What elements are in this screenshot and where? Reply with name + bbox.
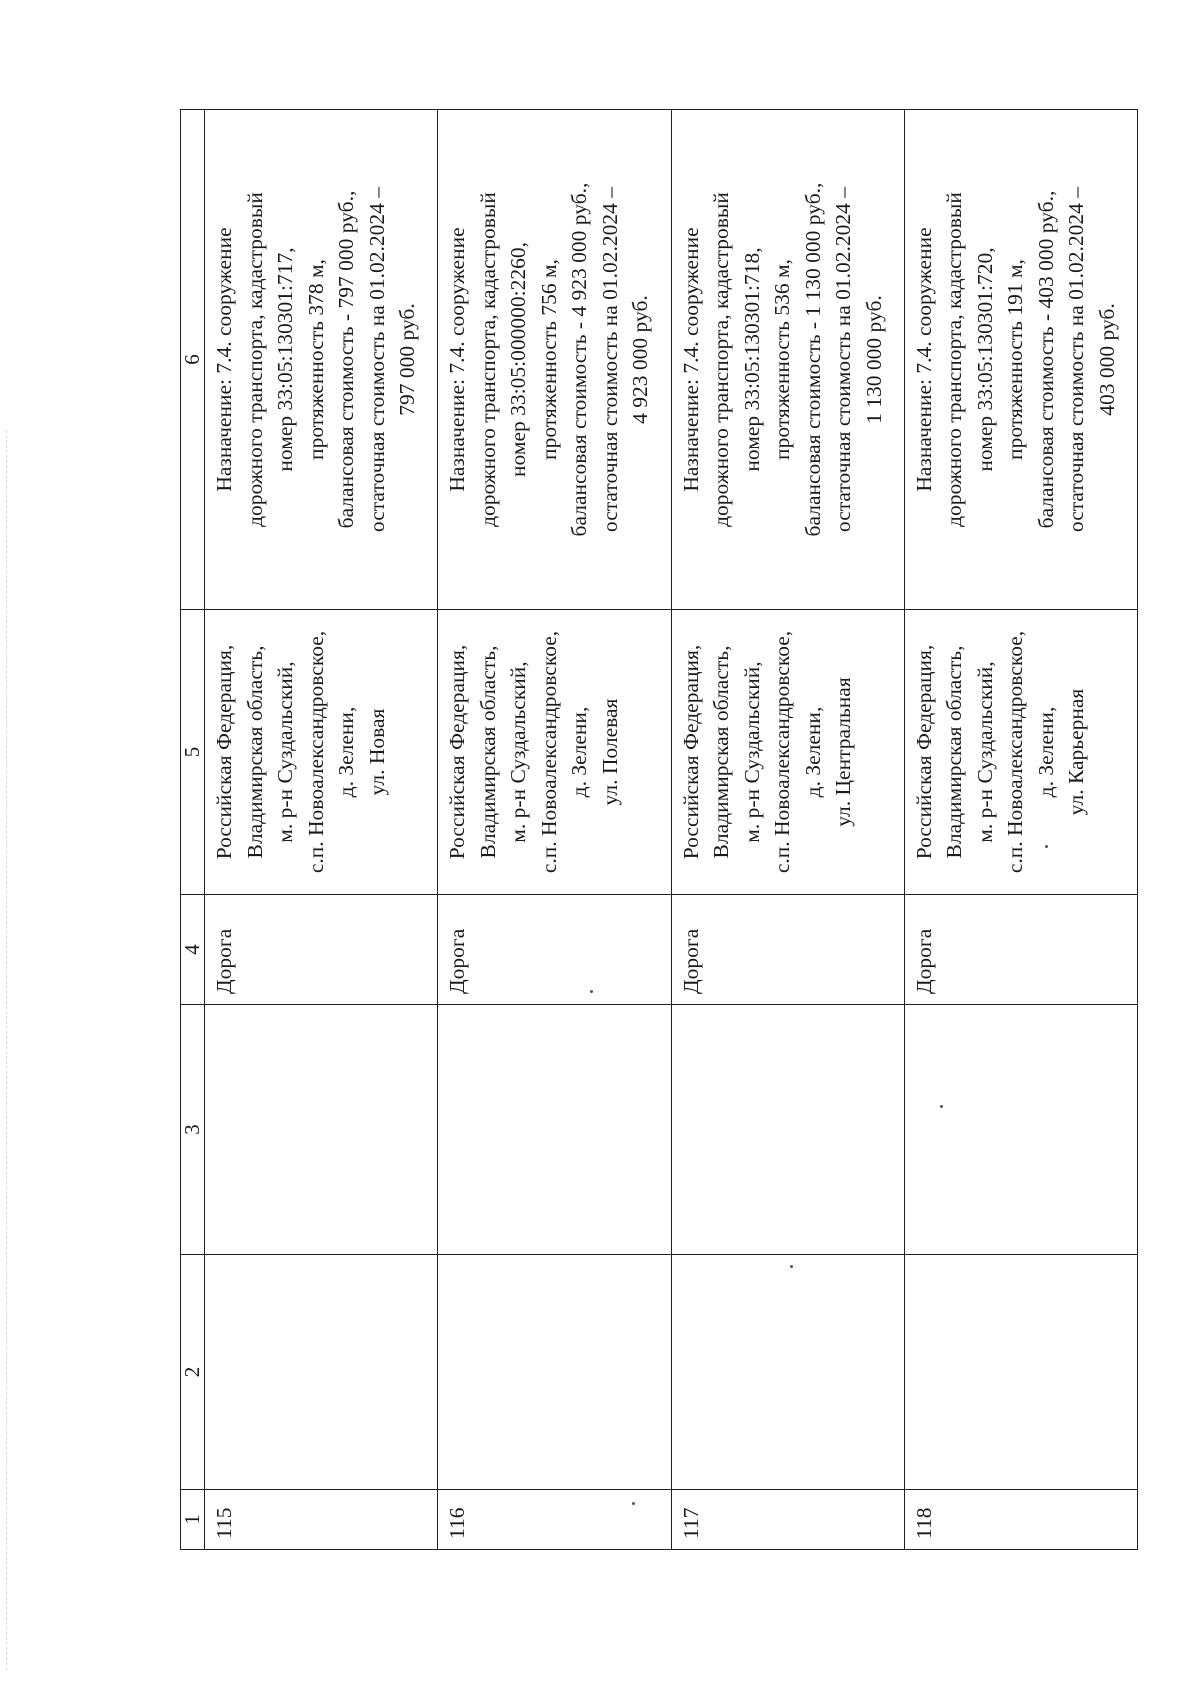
description-line: 1 130 000 руб. [861, 295, 886, 424]
description-line: остаточная стоимость на 01.02.2024 – [364, 186, 389, 533]
scan-speck [790, 1265, 793, 1268]
description-line: 403 000 руб. [1094, 303, 1119, 416]
description-cell [671, 110, 904, 610]
address-line: ул. Центральная [831, 677, 856, 827]
address-line: с.п. Новоалександровское, [536, 630, 561, 874]
address-cell [671, 610, 904, 895]
cell-col3 [904, 1005, 1137, 1255]
description-line: Назначение: 7.4. сооружение [911, 227, 936, 492]
address-line: Российская Федерация, [911, 644, 936, 860]
address-line: с.п. Новоалександровское, [1003, 630, 1028, 874]
description-line: остаточная стоимость на 01.02.2024 – [597, 186, 622, 533]
row-number: 115 [205, 1490, 438, 1550]
description-cell [438, 110, 671, 610]
cell-col2 [671, 1255, 904, 1490]
address-line: с.п. Новоалександровское, [303, 630, 328, 874]
description-line: номер 33:05:130301:720, [972, 247, 997, 472]
description-line: балансовая стоимость - 797 000 руб., [334, 190, 359, 529]
header-cell: 4 [181, 895, 205, 1005]
object-type: Дорога [904, 895, 1137, 1005]
description-line: остаточная стоимость на 01.02.2024 – [831, 186, 856, 533]
header-cell: 2 [181, 1255, 205, 1490]
description-line: 797 000 руб. [395, 303, 420, 416]
address-line: м. р-н Суздальский, [273, 661, 298, 843]
description-line: Назначение: 7.4. сооружение [445, 227, 470, 492]
address-line: м. р-н Суздальский, [739, 661, 764, 843]
table-row [904, 110, 1137, 1550]
description-line: балансовая стоимость - 1 130 000 руб., [800, 182, 825, 537]
table-row [671, 110, 904, 1550]
description-line: номер 33:05:130301:717, [273, 247, 298, 472]
cell-col2 [205, 1255, 438, 1490]
address-cell [438, 610, 671, 895]
table-header-row [181, 110, 205, 1550]
description-line: номер 33:05:000000:2260, [506, 242, 531, 477]
scan-speck [632, 1502, 635, 1505]
table-row [438, 110, 671, 1550]
address-line: с.п. Новоалександровское, [770, 630, 795, 874]
address-line: Российская Федерация, [212, 644, 237, 860]
address-line: ул. Полевая [597, 698, 622, 806]
address-cell [205, 610, 438, 895]
address-line: Владимирская область, [242, 645, 267, 859]
header-cell: 6 [181, 110, 205, 610]
row-number: 117 [671, 1490, 904, 1550]
description-line: дорожного транспорта, кадастровый [942, 192, 967, 527]
address-line: Владимирская область, [709, 645, 734, 859]
object-type: Дорога [205, 895, 438, 1005]
cell-col3 [205, 1005, 438, 1255]
rotated-page [180, 110, 1138, 1550]
address-line: д. Зелени, [567, 706, 592, 798]
cell-col3 [671, 1005, 904, 1255]
description-line: Назначение: 7.4. сооружение [212, 227, 237, 492]
description-line: балансовая стоимость - 4 923 000 руб., [567, 182, 592, 537]
address-line: д. Зелени, [800, 706, 825, 798]
description-line: дорожного транспорта, кадастровый [475, 192, 500, 527]
cell-col2 [904, 1255, 1137, 1490]
table-row [205, 110, 438, 1550]
header-cell: 3 [181, 1005, 205, 1255]
address-cell [904, 610, 1137, 895]
object-type: Дорога [671, 895, 904, 1005]
scan-speck [1045, 845, 1048, 848]
description-line: номер 33:05:130301:718, [739, 247, 764, 472]
row-number: 118 [904, 1490, 1137, 1550]
address-line: д. Зелени, [334, 706, 359, 798]
description-line: Назначение: 7.4. сооружение [678, 227, 703, 492]
address-line: Российская Федерация, [678, 644, 703, 860]
address-line: м. р-н Суздальский, [506, 661, 531, 843]
description-cell [205, 110, 438, 610]
description-line: балансовая стоимость - 403 000 руб., [1033, 190, 1058, 529]
scan-speck [590, 990, 593, 993]
object-type: Дорога [438, 895, 671, 1005]
description-line: протяженность 536 м, [770, 259, 795, 460]
address-line: д. Зелени, [1033, 706, 1058, 798]
address-line: Российская Федерация, [445, 644, 470, 860]
description-line: 4 923 000 руб. [628, 295, 653, 424]
description-line: протяженность 191 м, [1003, 259, 1028, 460]
row-number: 116 [438, 1490, 671, 1550]
description-line: остаточная стоимость на 01.02.2024 – [1064, 186, 1089, 533]
address-line: Владимирская область, [942, 645, 967, 859]
cell-col2 [438, 1255, 671, 1490]
address-line: ул. Новая [364, 708, 389, 796]
header-cell: 5 [181, 610, 205, 895]
cell-col3 [438, 1005, 671, 1255]
description-line: протяженность 756 м, [536, 259, 561, 460]
scan-speck [940, 1105, 943, 1108]
header-cell: 1 [181, 1490, 205, 1550]
description-line: дорожного транспорта, кадастровый [242, 192, 267, 527]
scan-edge-marks [6, 430, 11, 1670]
property-register-table [180, 109, 1138, 1550]
description-line: протяженность 378 м, [303, 259, 328, 460]
address-line: ул. Карьерная [1064, 688, 1089, 816]
description-cell [904, 110, 1137, 610]
description-line: дорожного транспорта, кадастровый [709, 192, 734, 527]
address-line: Владимирская область, [475, 645, 500, 859]
address-line: м. р-н Суздальский, [972, 661, 997, 843]
